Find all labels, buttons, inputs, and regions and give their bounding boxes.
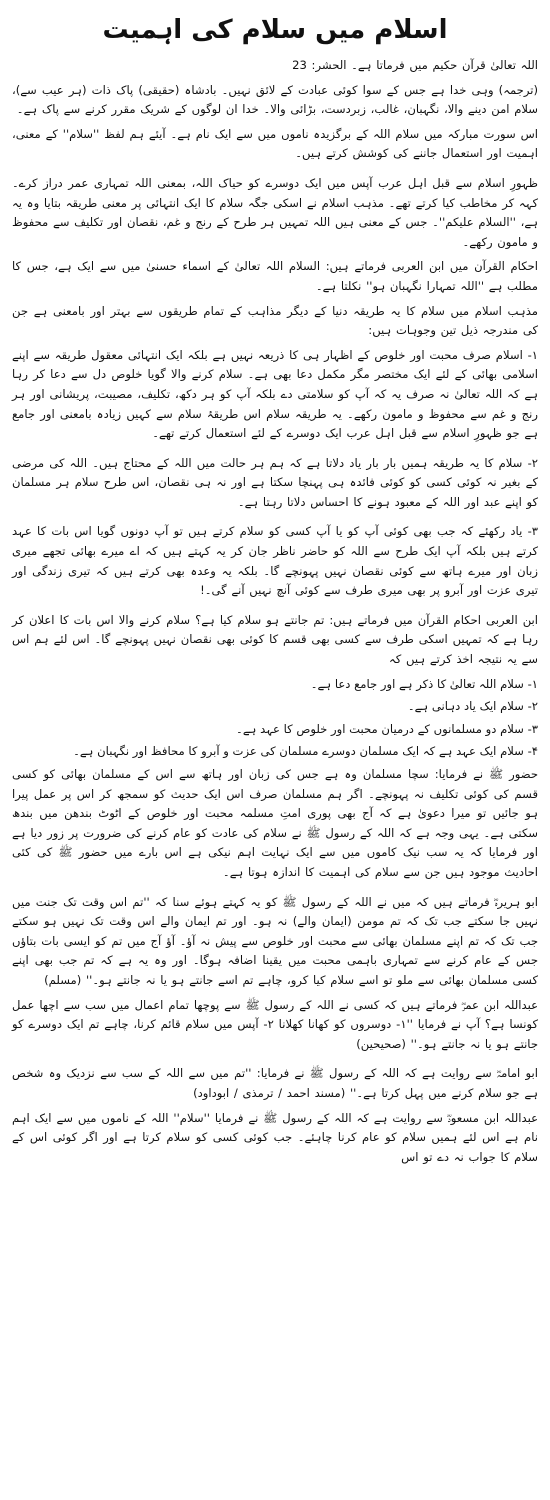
reason-3: ۳- یاد رکھئے کہ جب بھی کوئی آپ کو یا آپ کسی کو سلام کرتے ہیں تو آپ دونوں گویا اس بات کا عہد کرتے ہیں بلکہ آپ ایک طرح سے اللہ کو حاضر ناظر جان کر یہ کہتے ہیں کہ اے میرے بھائی تجھے میری زبان اور میرے ہاتھ سے کوئی نقصان نہیں پہونچے گا۔ بلکہ یہ وعدہ بھی کرتے ہیں کہ تیری زندگی اور تیری عزت اور آبرو پر بھی میری طرف سے کوئی آنچ نہیں آنے گی۔! (12, 524, 538, 598)
conclusion-item-4: ۴- سلام ایک عہد ہے کہ ایک مسلمان دوسرے مسلمان کی عزت و آبرو کا محافظ اور نگہبان ہے۔ (73, 744, 538, 759)
quran-reference: اللہ تعالیٰ قرآن حکیم میں فرماتا ہے۔ الحشر: 23 (292, 58, 538, 72)
verse-translation: (ترجمہ) وہی خدا ہے جس کے سوا کوئی عبادت کے لائق نہیں۔ بادشاہ (حقیقی) پاک ذات (ہر عیب سے)، سلام امن دینے والا، نگہبان، غالب، زبردست، بڑائی والا۔ خدا ان لوگوں کے شریک مقرر کرنے سے پاک ہے۔ (12, 82, 538, 117)
conclusion-item-3: ۳- سلام دو مسلمانوں کے درمیان محبت اور خلوص کا عہد ہے۔ (236, 721, 538, 736)
conclusion-item-1: ۱- سلام اللہ تعالیٰ کا ذکر ہے اور جامع دعا ہے۔ (310, 676, 538, 691)
paragraph-abu-hurairah-hadith: ابو ہریرہؓ فرماتے ہیں کہ میں نے اللہ کے رسول ﷺ کو یہ کہتے ہوئے سنا کہ ''تم اس وقت تک جنت میں نہیں جا سکتے جب تک کہ تم مومن (ایمان والے) نہ ہو۔ اور تم ایمان والے اس وقت تک نہیں ہو سکتے جب تک کہ تم اپنے مسلمان بھائی سے محبت اور خلوص سے پیش نہ آؤ۔ آؤ آج میں تم کو ایسی بات بتاؤں جس کے عام کرنے سے تمہاری باہمی محبت میں یقینا اضافہ ہوگا۔ اور وہ یہ ہے کہ تم جب بھی اپنے کسی مسلمان بھائی سے ملو تو اسے سلام کیا کرو، چاہے تم اسے جانتے ہو یا نہ جانتے ہو۔'' (مسلم) (12, 894, 538, 987)
reason-1: ۱- اسلام صرف محبت اور خلوص کے اظہار ہی کا ذریعہ نہیں ہے بلکہ ایک انتہائی معقول طریقہ سے اپنے اسلامی بھائی کے لئے ایک مختصر مگر مکمل دعا بھی ہے۔ سلام کرنے والا گویا خلوص دل سے دعا کر رہا ہے کہ اللہ تعالیٰ نہ صرف یہ کہ آپ کو سلامتی دے بلکہ آپ کو ہر دکھ، تکلیف، مصیبت، پریشانی اور ہر رنج و غم سے محفوظ و مامون رکھے۔ یہ طریقہ سلام اس طریقۂ سلام سے کہیں زیادہ بامعنی اور جامع ہے جو ظہورِ اسلام سے قبل اہل عرب ایک دوسرے کے لئے استعمال کرتے تھے۔ (12, 347, 538, 441)
paragraph-ibn-masud-hadith: عبداللہ ابن مسعودؓ سے روایت ہے کہ اللہ کے رسول ﷺ نے فرمایا ''سلام'' اللہ کے ناموں میں سے ایک اہم نام ہے اس لئے ہمیں سلام کو عام کرنا چاہئے۔ جب کوئی کسی کو سلام کرتا ہے اور اگر کوئی اس کے سلام کا جواب نہ دے تو اس (12, 1110, 538, 1164)
article-title: اسلام میں سلام کی اہمیت (102, 15, 448, 45)
reason-2: ۲- سلام کا یہ طریقہ ہمیں بار بار یاد دلاتا ہے کہ ہم ہر حالت میں اللہ کے محتاج ہیں۔ اللہ کی مرضی کے بغیر نہ کوئی کسی کو کوئی فائدہ ہی پہنچا سکتا ہے اور نہ ہی نقصان، اس طرح سلام ہر مسلمان کو اپنے عبد اور اللہ کے معبود ہونے کا احساس دلاتا رہتا ہے۔ (12, 455, 538, 509)
paragraph-ibn-umar-hadith: عبداللہ ابن عمرؓ فرماتے ہیں کہ کسی نے اللہ کے رسول ﷺ سے پوچھا تمام اعمال میں سب سے اچھا عمل کونسا ہے؟ آپ نے فرمایا ''۱- دوسروں کو کھانا کھلانا ۲- آپس میں سلام قائم کرنا، چاہے تم ایک دوسرے کو جانتے ہو یا نہ جانتے ہو۔'' (صحیحین) (12, 997, 538, 1051)
paragraph-three-reasons-intro: مذہب اسلام میں سلام کا یہ طریقہ دنیا کے دیگر مذاہب کے تمام طریقوں سے بہتر اور بامعنی ہے جن کی مندرجہ ذیل تین وجوہات ہیں: (12, 303, 538, 338)
paragraph-true-muslim-hadith: حضور ﷺ نے فرمایا: سچا مسلمان وہ ہے جس کی زبان اور ہاتھ سے اس کے مسلمان بھائی کو کسی قسم کی کوئی تکلیف نہ پہونچے۔ اگر ہم مسلمان صرف اس ایک حدیث کو سمجھ کر اس پر عمل پیرا ہو جائیں تو میرا دعویٰ ہے کہ آج بھی پوری امتِ مسلمہ محبت اور خلوص کے اٹوٹ بندھن میں بندھ سکتی ہے۔ یہی وجہ ہے کہ اللہ کے رسول ﷺ نے سلام کی عادت کو عام کرنے کی ضرورت پر زور دیا ہے اور فرمایا کہ یہ سب نیک کاموں میں سے ایک نہایت اہم نیکی ہے اس بارے میں حضور ﷺ کی کئی احادیث موجود ہیں جن سے سلام کی اہمیت کا اندازہ ہوتا ہے۔ (12, 767, 538, 879)
paragraph-pre-islam-greeting: ظہورِ اسلام سے قبل اہل عرب آپس میں ایک دوسرے کو حیاک اللہ، بمعنی اللہ تمہاری عمر دراز کرے۔ کہہ کر مخاطب کیا کرتے تھے۔ مذہب اسلام نے اسکی جگہ سلام کا ایک انتہائی پر معنی طریقہ بتایا وہ یہ ہے، ''السلام علیکم''۔ جس کے معنی ہیں اللہ تمہیں ہر طرح کے رنج و غم، نقصان اور تکلیف سے محفوظ و مامون رکھے۔ (12, 175, 538, 249)
paragraph-salam-name: اس سورت مبارکہ میں سلام اللہ کے برگزیدہ ناموں میں سے ایک نام ہے۔ آیئے ہم لفظ ''سلام'' کے معنی، اہمیت اور استعمال جاننے کی کوشش کرتے ہیں۔ (12, 126, 538, 161)
conclusion-item-2: ۲- سلام ایک یاد دہانی ہے۔ (407, 699, 538, 714)
paragraph-abu-umamah-hadith: ابو امامہؓ سے روایت ہے کہ اللہ کے رسول ﷺ نے فرمایا: ''تم میں سے اللہ کے سب سے نزدیک وہ شخص ہے جو سلام کرنے میں پہل کرتا ہے۔'' (مسند احمد / ترمذی / ابوداود) (12, 1066, 538, 1100)
paragraph-ibn-arabi-conclusion: ابن العربی احکام القرآن میں فرماتے ہیں: تم جانتے ہو سلام کیا ہے؟ سلام کرنے والا اس بات کا اعلان کر رہا ہے کہ تمہیں اسکی طرف سے کسی بھی قسم کا کوئی بھی نقصان نہیں پہونچے گا۔ اس لئے ہم اس سے یہ نتیجہ اخذ کرتے ہیں کہ (12, 612, 538, 667)
paragraph-ibn-arabi-meaning: احکام القرآن میں ابن العربی فرماتے ہیں: السلام اللہ تعالیٰ کے اسماء حسنیٰ میں سے ایک ہے، جس کا مطلب ہے ''اللہ تمہارا نگہبان ہو'' نکلتا ہے۔ (12, 259, 538, 293)
